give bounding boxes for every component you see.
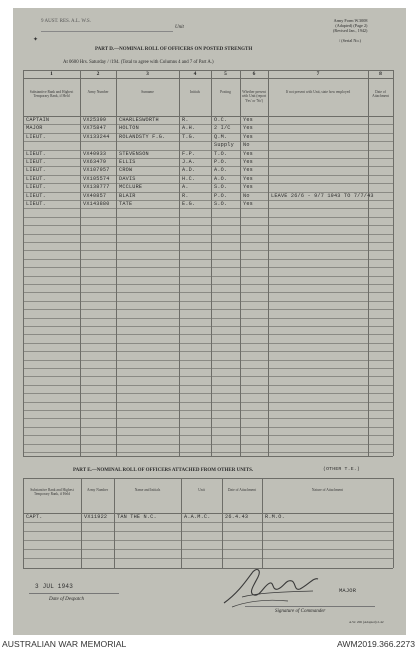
table-cell: VX133244 (83, 133, 110, 140)
table-cell: Yes (243, 201, 253, 207)
column-number: 2 (96, 71, 100, 77)
column-header: Whether present with Unit (report 'Yes' or 'No') (241, 90, 267, 103)
unit-underline (41, 31, 173, 32)
column-divider (179, 70, 180, 456)
table-row-line (23, 452, 393, 453)
table-cell: Yes (243, 167, 253, 174)
serial-number: / (Serial No.) (339, 38, 361, 43)
table-cell: ELLIS (119, 159, 136, 165)
column-header: Date of Attachment (372, 90, 389, 99)
column-header: Unit (198, 488, 205, 492)
table-cell: STEVENSON (119, 150, 149, 157)
table-cell: CAPT. (26, 514, 43, 520)
table-row-line (23, 150, 393, 151)
army-form-ref (333, 19, 367, 33)
table-row-line (23, 558, 393, 559)
column-header: Substantive Rank and Highest Temporary Rank, if Held (30, 488, 74, 497)
table-cell: P.O. (214, 159, 228, 165)
table-row-line (23, 284, 393, 285)
table-row-line (23, 444, 393, 445)
table-row-line (23, 418, 393, 419)
table-row-line (23, 368, 393, 369)
column-header: Army Number (87, 90, 109, 94)
table-cell: LIEUT. (26, 133, 46, 140)
table-cell: Yes (243, 175, 253, 182)
table-row-line (23, 376, 393, 377)
table-cell: MCCLURE (119, 184, 143, 191)
column-number: 6 (252, 71, 256, 77)
table-cell: Yes (243, 150, 253, 157)
table-cell: No (243, 192, 250, 199)
column-number: 4 (193, 71, 197, 77)
table-cell: VX40933 (83, 150, 107, 157)
table-rule (23, 456, 393, 457)
table-cell: A.D. (182, 167, 196, 174)
table-cell: 2 I/C (214, 125, 231, 132)
table-cell: VX25399 (83, 117, 107, 123)
table-row-line (23, 124, 393, 125)
table-cell: CROW (119, 167, 133, 174)
table-cell: Yes (243, 159, 253, 165)
table-row-line (23, 393, 393, 394)
table-cell: LIEUT. (26, 150, 46, 157)
table-cell: F.P. (182, 150, 196, 157)
table-cell: VX40857 (83, 192, 107, 199)
column-divider (268, 70, 269, 456)
table-row-line (23, 133, 393, 134)
unit-label: Unit (175, 25, 184, 30)
army-form-line: (Adapted) (Page 2) (335, 22, 368, 28)
date-of-despatch-label: Date of Despatch (49, 597, 84, 602)
column-divider (211, 70, 212, 456)
column-number: 7 (316, 71, 320, 77)
army-form-line: Army Form W.3008 (333, 18, 368, 23)
table-cell: P.O. (214, 192, 228, 199)
table-cell: VX143880 (83, 201, 110, 207)
table-cell: HOLTON (119, 125, 139, 132)
table-cell: BLAIR (119, 192, 136, 199)
table-cell: T.O. (214, 150, 228, 157)
table-cell: O.C. (214, 117, 228, 123)
archive-footer (0, 635, 419, 653)
table-row-line (23, 385, 393, 386)
part-d-subtitle: At 0600 Hrs. Saturday / /194. (Total to agree with Columns 4 and 7 of Part A.) (63, 60, 214, 65)
column-divider (23, 70, 24, 456)
table-cell: Yes (243, 133, 253, 140)
army-form-line: (Revised Jan., 1942) (333, 27, 368, 33)
despatch-date-stamp: 3 JUL 1943 (35, 583, 74, 590)
table-row-line (23, 318, 393, 319)
table-cell: VX11922 (84, 514, 108, 520)
table-row-line (23, 343, 393, 344)
column-header: Date of Attachment (227, 488, 257, 492)
table-cell: R. (182, 117, 189, 123)
table-row-line (23, 276, 393, 277)
table-row-line (23, 531, 393, 532)
column-header: If not present with Unit, state how employed (285, 90, 351, 94)
table-cell: VX107957 (83, 167, 110, 174)
signature-label: Signature of Commander (275, 609, 326, 614)
table-row-line (23, 267, 393, 268)
table-cell: 26.4.43 (225, 514, 249, 520)
table-cell: S.O. (214, 201, 228, 207)
commander-rank: MAJOR (339, 588, 357, 594)
table-row-line (23, 208, 393, 209)
table-row-line (23, 217, 393, 218)
table-row-line (23, 301, 393, 302)
table-rule (23, 78, 393, 79)
table-row-line (23, 250, 393, 251)
table-row-line (23, 234, 393, 235)
table-row-line (23, 309, 393, 310)
table-cell: S.O. (214, 184, 228, 191)
table-row-line (23, 410, 393, 411)
table-row-line (23, 259, 393, 260)
table-cell: A. (182, 184, 189, 191)
signature-underline (245, 606, 375, 607)
table-row-line (23, 402, 393, 403)
table-cell: A.O. (214, 175, 228, 182)
table-row-line (23, 225, 393, 226)
table-row-line (23, 183, 393, 184)
part-d-title: PART D.—NOMINAL ROLL OF OFFICERS ON POSTED STRENGTH (95, 47, 253, 52)
column-number: 8 (379, 71, 382, 77)
table-cell: CAPTAIN (26, 117, 50, 123)
column-divider (80, 70, 81, 456)
table-cell: ROLANDSTY F.G. (119, 133, 166, 140)
part-e-title: PART E.—NOMINAL ROLL OF OFFICERS ATTACHED FROM OTHER UNITS. (73, 468, 254, 473)
column-number: 3 (146, 71, 149, 77)
table-row-line (23, 435, 393, 436)
table-row-line (23, 242, 393, 243)
table-cell: MAJOR (26, 125, 43, 132)
column-number: 1 (50, 71, 53, 77)
table-cell: LIEUT. (26, 184, 46, 191)
punch-mark: ✦ (33, 37, 39, 43)
date-underline (29, 593, 119, 594)
table-cell: E.G. (182, 201, 196, 207)
table-cell: LIEUT. (26, 159, 46, 165)
document-page (13, 8, 406, 635)
table-rule (23, 478, 393, 479)
table-cell: DAVIS (119, 175, 136, 182)
table-row-line (23, 141, 393, 142)
table-cell: LIEUT. (26, 175, 46, 182)
part-e-title-suffix: (OTHER T.E.) (323, 467, 360, 472)
table-row-line (23, 360, 393, 361)
table-cell: Supply (214, 142, 234, 149)
column-divider (393, 478, 394, 568)
table-row-line (23, 166, 393, 167)
table-row-line (23, 200, 393, 201)
table-row-line (23, 334, 393, 335)
table-cell: CHARLESWORTH (119, 117, 159, 123)
table-cell: LIEUT. (26, 201, 46, 207)
table-cell: LIEUT. (26, 192, 46, 199)
column-header: Name and Initials (134, 488, 161, 492)
column-header: Substantive Rank and Highest Temporary Rank, if Held (29, 90, 74, 99)
column-header: Initials (190, 90, 200, 94)
table-row-line (23, 158, 393, 159)
table-cell: R.M.O. (265, 514, 285, 520)
table-row-line (23, 540, 393, 541)
unit-prefix: 9 AUST. RES. A.L. W.S. (41, 19, 91, 24)
footer-institution: AUSTRALIAN WAR MEMORIAL (2, 639, 127, 649)
print-code: A.W. 206 (Adapted) 2-42 (349, 620, 384, 624)
table-row-line (23, 175, 393, 176)
column-divider (393, 70, 394, 456)
table-rule (23, 116, 393, 117)
table-cell: LIEUT. (26, 167, 46, 174)
table-cell: H.C. (182, 175, 196, 182)
table-cell: VX138777 (83, 184, 110, 191)
table-cell: J.A. (182, 159, 196, 165)
table-row-line (23, 549, 393, 550)
table-cell: A.H. (182, 125, 196, 132)
table-row-line (23, 292, 393, 293)
column-header: Posting (220, 90, 231, 94)
column-header: Surname (141, 90, 154, 94)
table-cell: A.O. (214, 167, 228, 174)
table-row-line (23, 351, 393, 352)
table-cell: TATE (119, 201, 133, 207)
table-cell: Yes (243, 125, 253, 132)
table-cell: No (243, 142, 250, 149)
table-cell: VX75847 (83, 125, 107, 132)
table-cell: Yes (243, 184, 253, 191)
table-cell: A.A.M.C. (184, 514, 211, 520)
table-cell: LEAVE 26/6 - 9/7 1943 TO 7/7/43 (271, 192, 374, 199)
table-cell: Yes (243, 117, 253, 123)
column-number: 5 (224, 71, 227, 77)
column-divider (368, 70, 369, 456)
table-cell: R. (182, 192, 189, 199)
column-header: Army Number (86, 488, 109, 492)
column-divider (240, 70, 241, 456)
table-cell: VX105574 (83, 175, 110, 182)
column-divider (116, 70, 117, 456)
table-cell: TAN THE N.C. (117, 514, 157, 520)
table-row-line (23, 427, 393, 428)
table-cell: Q.M. (214, 133, 228, 140)
column-header: Nature of Attachment (311, 488, 344, 492)
table-row-line (23, 326, 393, 327)
table-cell: VX63479 (83, 159, 107, 165)
footer-accession-number: AWM2019.366.2273 (336, 639, 415, 649)
table-row-line (23, 522, 393, 523)
table-cell: T.G. (182, 133, 196, 140)
